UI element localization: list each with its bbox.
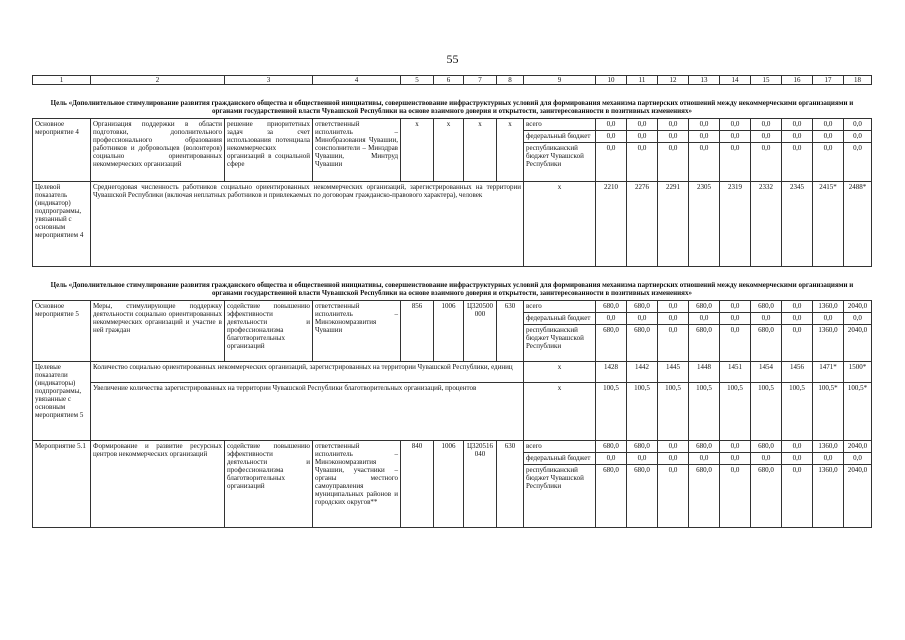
column-number: 6 <box>434 76 464 85</box>
funding-value: 680,0 <box>627 301 658 313</box>
funding-value: 0,0 <box>844 119 872 131</box>
funding-value: 0,0 <box>751 131 782 143</box>
funding-value: 2040,0 <box>844 325 872 362</box>
measure-task: решение приоритетных задач за счет использования потенциала некоммерческих организаций в социальной сфере <box>225 119 313 182</box>
column-number: 2 <box>91 76 225 85</box>
column-number: 15 <box>751 76 782 85</box>
column-number: 10 <box>596 76 627 85</box>
indicator-value: 100,5* <box>813 383 844 441</box>
indicator-label: Целевой показатель (индикатор) подпрограммы, увязанный с основным мероприятием 4 <box>33 182 91 267</box>
funding-value: 0,0 <box>782 465 813 528</box>
measure-name: Основное мероприятие 5 <box>33 301 91 362</box>
funding-value: 0,0 <box>658 465 689 528</box>
funding-value: 0,0 <box>751 453 782 465</box>
funding-value: 0,0 <box>658 441 689 453</box>
indicator-value: 100,5 <box>720 383 751 441</box>
budget-code: Ц320516040 <box>464 441 497 528</box>
funding-value: 680,0 <box>627 441 658 453</box>
funding-value: 0,0 <box>782 119 813 131</box>
column-number: 9 <box>524 76 596 85</box>
column-number: 12 <box>658 76 689 85</box>
block3-finance-row <box>33 441 872 453</box>
funding-value: 0,0 <box>596 143 627 182</box>
indicator-value: 100,5* <box>844 383 872 441</box>
funding-value: 680,0 <box>627 325 658 362</box>
budget-code: x <box>464 119 497 182</box>
funding-value: 680,0 <box>751 301 782 313</box>
funding-value: 0,0 <box>720 143 751 182</box>
funding-value: 0,0 <box>751 143 782 182</box>
measure-task: содействие повышению эффективности деятельности и профессионализма благотворительных организаций <box>225 441 313 528</box>
indicator-text: Среднегодовая численность работников социально ориентированных некоммерческих организаций, зарегистрированных на территории Чувашской Республики (включая неплатных работников и привлекаемых по договорам гражданско-правового характера), человек <box>91 182 524 267</box>
column-number: 11 <box>627 76 658 85</box>
indicator-value: 2291 <box>658 182 689 267</box>
indicator-value: 1471* <box>813 362 844 383</box>
indicator-row <box>33 362 872 383</box>
funding-value: 0,0 <box>689 131 720 143</box>
budget-code: x <box>497 119 524 182</box>
funding-value: 680,0 <box>689 441 720 453</box>
measure-description: Меры, стимулирующие поддержку деятельности социально ориентированных некоммерческих организаций и участие в ней граждан <box>91 301 225 362</box>
column-number: 7 <box>464 76 497 85</box>
indicator-value: 100,5 <box>658 383 689 441</box>
goal-text: Цель «Дополнительное стимулирование развития гражданского общества и общественной инициативы, совершенствование инфраструктурных условий для формирования механизма партнерских отношений между некоммерческими организациями и органами государственной власти Чувашской Республики на основе взаимного доверия и открытости, заинтересованности в позитивных изменениях» <box>33 267 872 301</box>
budget-code: 840 <box>401 441 434 528</box>
budget-code: 630 <box>497 301 524 362</box>
funding-value: 0,0 <box>627 131 658 143</box>
funding-source: федеральный бюджет <box>524 131 596 143</box>
measure-description: Организация поддержки в области подготовки, дополнительного профессионального образования работников и добровольцев (волонтеров) социально ориентированных некоммерческих организаций <box>91 119 225 182</box>
funding-value: 680,0 <box>689 301 720 313</box>
indicator-value: 2319 <box>720 182 751 267</box>
column-number: 8 <box>497 76 524 85</box>
funding-source: республиканский бюджет Чувашской Республики <box>524 465 596 528</box>
funding-value: 680,0 <box>751 441 782 453</box>
funding-source: всего <box>524 301 596 313</box>
funding-source: федеральный бюджет <box>524 453 596 465</box>
indicator-mark: x <box>524 182 596 267</box>
indicator-value: 1500* <box>844 362 872 383</box>
budget-code: 856 <box>401 301 434 362</box>
funding-value: 0,0 <box>627 119 658 131</box>
column-number: 5 <box>401 76 434 85</box>
indicator-value: 100,5 <box>596 383 627 441</box>
funding-value: 680,0 <box>751 465 782 528</box>
funding-value: 0,0 <box>720 131 751 143</box>
funding-value: 2040,0 <box>844 441 872 453</box>
funding-value: 0,0 <box>596 453 627 465</box>
funding-value: 680,0 <box>751 325 782 362</box>
funding-value: 2040,0 <box>844 465 872 528</box>
indicator-value: 2305 <box>689 182 720 267</box>
indicator-value: 2276 <box>627 182 658 267</box>
funding-value: 0,0 <box>658 301 689 313</box>
funding-value: 0,0 <box>658 325 689 362</box>
measure-description: Формирование и развитие ресурсных центров некоммерческих организаций <box>91 441 225 528</box>
funding-value: 0,0 <box>720 313 751 325</box>
funding-value: 0,0 <box>720 453 751 465</box>
funding-value: 0,0 <box>720 119 751 131</box>
funding-value: 0,0 <box>844 131 872 143</box>
funding-value: 0,0 <box>658 119 689 131</box>
budget-code: 1006 <box>434 441 464 528</box>
funding-value: 680,0 <box>596 441 627 453</box>
funding-value: 0,0 <box>782 453 813 465</box>
indicator-mark: x <box>524 362 596 383</box>
budget-code: x <box>401 119 434 182</box>
measure-name: Мероприятие 5.1 <box>33 441 91 528</box>
funding-value: 680,0 <box>596 301 627 313</box>
column-number: 13 <box>689 76 720 85</box>
funding-value: 0,0 <box>689 453 720 465</box>
funding-value: 0,0 <box>844 143 872 182</box>
column-number: 3 <box>225 76 313 85</box>
column-number: 14 <box>720 76 751 85</box>
indicator-mark: x <box>524 383 596 441</box>
funding-value: 0,0 <box>782 131 813 143</box>
funding-source: федеральный бюджет <box>524 313 596 325</box>
funding-value: 0,0 <box>782 143 813 182</box>
funding-value: 1360,0 <box>813 441 844 453</box>
funding-value: 0,0 <box>689 313 720 325</box>
funding-value: 0,0 <box>627 313 658 325</box>
funding-value: 1360,0 <box>813 465 844 528</box>
funding-source: республиканский бюджет Чувашской Республики <box>524 325 596 362</box>
column-number: 1 <box>33 76 91 85</box>
funding-value: 0,0 <box>596 131 627 143</box>
funding-value: 0,0 <box>720 465 751 528</box>
funding-value: 0,0 <box>844 453 872 465</box>
program-table <box>32 75 872 528</box>
funding-value: 0,0 <box>751 119 782 131</box>
funding-value: 0,0 <box>720 441 751 453</box>
funding-value: 680,0 <box>596 325 627 362</box>
budget-code: 630 <box>497 441 524 528</box>
column-number: 17 <box>813 76 844 85</box>
indicator-value: 100,5 <box>689 383 720 441</box>
indicator-value: 2345 <box>782 182 813 267</box>
funding-source: республиканский бюджет Чувашской Республики <box>524 143 596 182</box>
indicator-value: 2332 <box>751 182 782 267</box>
funding-value: 0,0 <box>596 119 627 131</box>
column-number: 4 <box>313 76 401 85</box>
funding-value: 0,0 <box>813 131 844 143</box>
funding-value: 0,0 <box>720 301 751 313</box>
funding-value: 2040,0 <box>844 301 872 313</box>
funding-value: 680,0 <box>596 465 627 528</box>
funding-value: 0,0 <box>596 313 627 325</box>
funding-source: всего <box>524 441 596 453</box>
goal-row-1 <box>33 85 872 119</box>
funding-value: 1360,0 <box>813 325 844 362</box>
funding-value: 0,0 <box>658 453 689 465</box>
measure-name: Основное мероприятие 4 <box>33 119 91 182</box>
budget-code: 1006 <box>434 301 464 362</box>
indicator-value: 100,5 <box>782 383 813 441</box>
indicator-text: Увеличение количества зарегистрированных на территории Чувашской Республики благотворительных организаций, процентов <box>91 383 524 441</box>
indicator-value: 1451 <box>720 362 751 383</box>
funding-value: 0,0 <box>813 143 844 182</box>
indicator-row <box>33 383 872 441</box>
block1-finance-row <box>33 119 872 131</box>
indicator-text: Количество социально ориентированных некоммерческих организаций, зарегистрированных на территории Чувашской Республики, единиц <box>91 362 524 383</box>
funding-value: 0,0 <box>782 313 813 325</box>
responsible-executor: ответственный исполнитель – Минэкономразвития Чувашии, участники – органы местного самоуправления муниципальных районов и городских округов** <box>313 441 401 528</box>
block2-finance-row <box>33 301 872 313</box>
indicator-value: 2415* <box>813 182 844 267</box>
budget-code: Ц320500000 <box>464 301 497 362</box>
funding-value: 680,0 <box>627 465 658 528</box>
funding-value: 0,0 <box>813 313 844 325</box>
funding-value: 0,0 <box>813 119 844 131</box>
funding-value: 680,0 <box>689 465 720 528</box>
indicator-value: 1445 <box>658 362 689 383</box>
indicator-label: Целевые показатели (индикаторы) подпрограммы, увязанные с основным мероприятием 5 <box>33 362 91 441</box>
funding-value: 0,0 <box>782 301 813 313</box>
indicator-value: 100,5 <box>751 383 782 441</box>
indicator-value: 1442 <box>627 362 658 383</box>
indicator-value: 1456 <box>782 362 813 383</box>
indicator-row <box>33 182 872 267</box>
indicator-value: 2210 <box>596 182 627 267</box>
funding-value: 0,0 <box>658 131 689 143</box>
column-number-row <box>33 76 872 85</box>
column-number: 16 <box>782 76 813 85</box>
funding-value: 0,0 <box>689 143 720 182</box>
indicator-value: 1428 <box>596 362 627 383</box>
funding-value: 0,0 <box>844 313 872 325</box>
funding-value: 0,0 <box>720 325 751 362</box>
funding-value: 0,0 <box>689 119 720 131</box>
goal-text: Цель «Дополнительное стимулирование развития гражданского общества и общественной инициативы, совершенствование инфраструктурных условий для формирования механизма партнерских отношений между некоммерческими организациями и органами государственной власти Чувашской Республики на основе взаимного доверия и открытости, заинтересованности в позитивных изменениях» <box>33 85 872 119</box>
indicator-value: 1448 <box>689 362 720 383</box>
funding-value: 0,0 <box>813 453 844 465</box>
funding-source: всего <box>524 119 596 131</box>
goal-row-2 <box>33 267 872 301</box>
page-number: 55 <box>446 52 459 66</box>
funding-value: 1360,0 <box>813 301 844 313</box>
responsible-executor: ответственный исполнитель – Минобразования Чувашии, соисполнители – Минздрав Чувашии, Минтруд Чувашии <box>313 119 401 182</box>
funding-value: 0,0 <box>658 313 689 325</box>
funding-value: 680,0 <box>689 325 720 362</box>
budget-code: x <box>434 119 464 182</box>
funding-value: 0,0 <box>782 441 813 453</box>
indicator-value: 100,5 <box>627 383 658 441</box>
funding-value: 0,0 <box>627 453 658 465</box>
indicator-value: 1454 <box>751 362 782 383</box>
funding-value: 0,0 <box>751 313 782 325</box>
funding-value: 0,0 <box>627 143 658 182</box>
funding-value: 0,0 <box>658 143 689 182</box>
indicator-value: 2488* <box>844 182 872 267</box>
measure-task: содействие повышению эффективности деятельности и профессионализма благотворительных организаций <box>225 301 313 362</box>
responsible-executor: ответственный исполнитель – Минэкономразвития Чувашии <box>313 301 401 362</box>
funding-value: 0,0 <box>782 325 813 362</box>
column-number: 18 <box>844 76 872 85</box>
